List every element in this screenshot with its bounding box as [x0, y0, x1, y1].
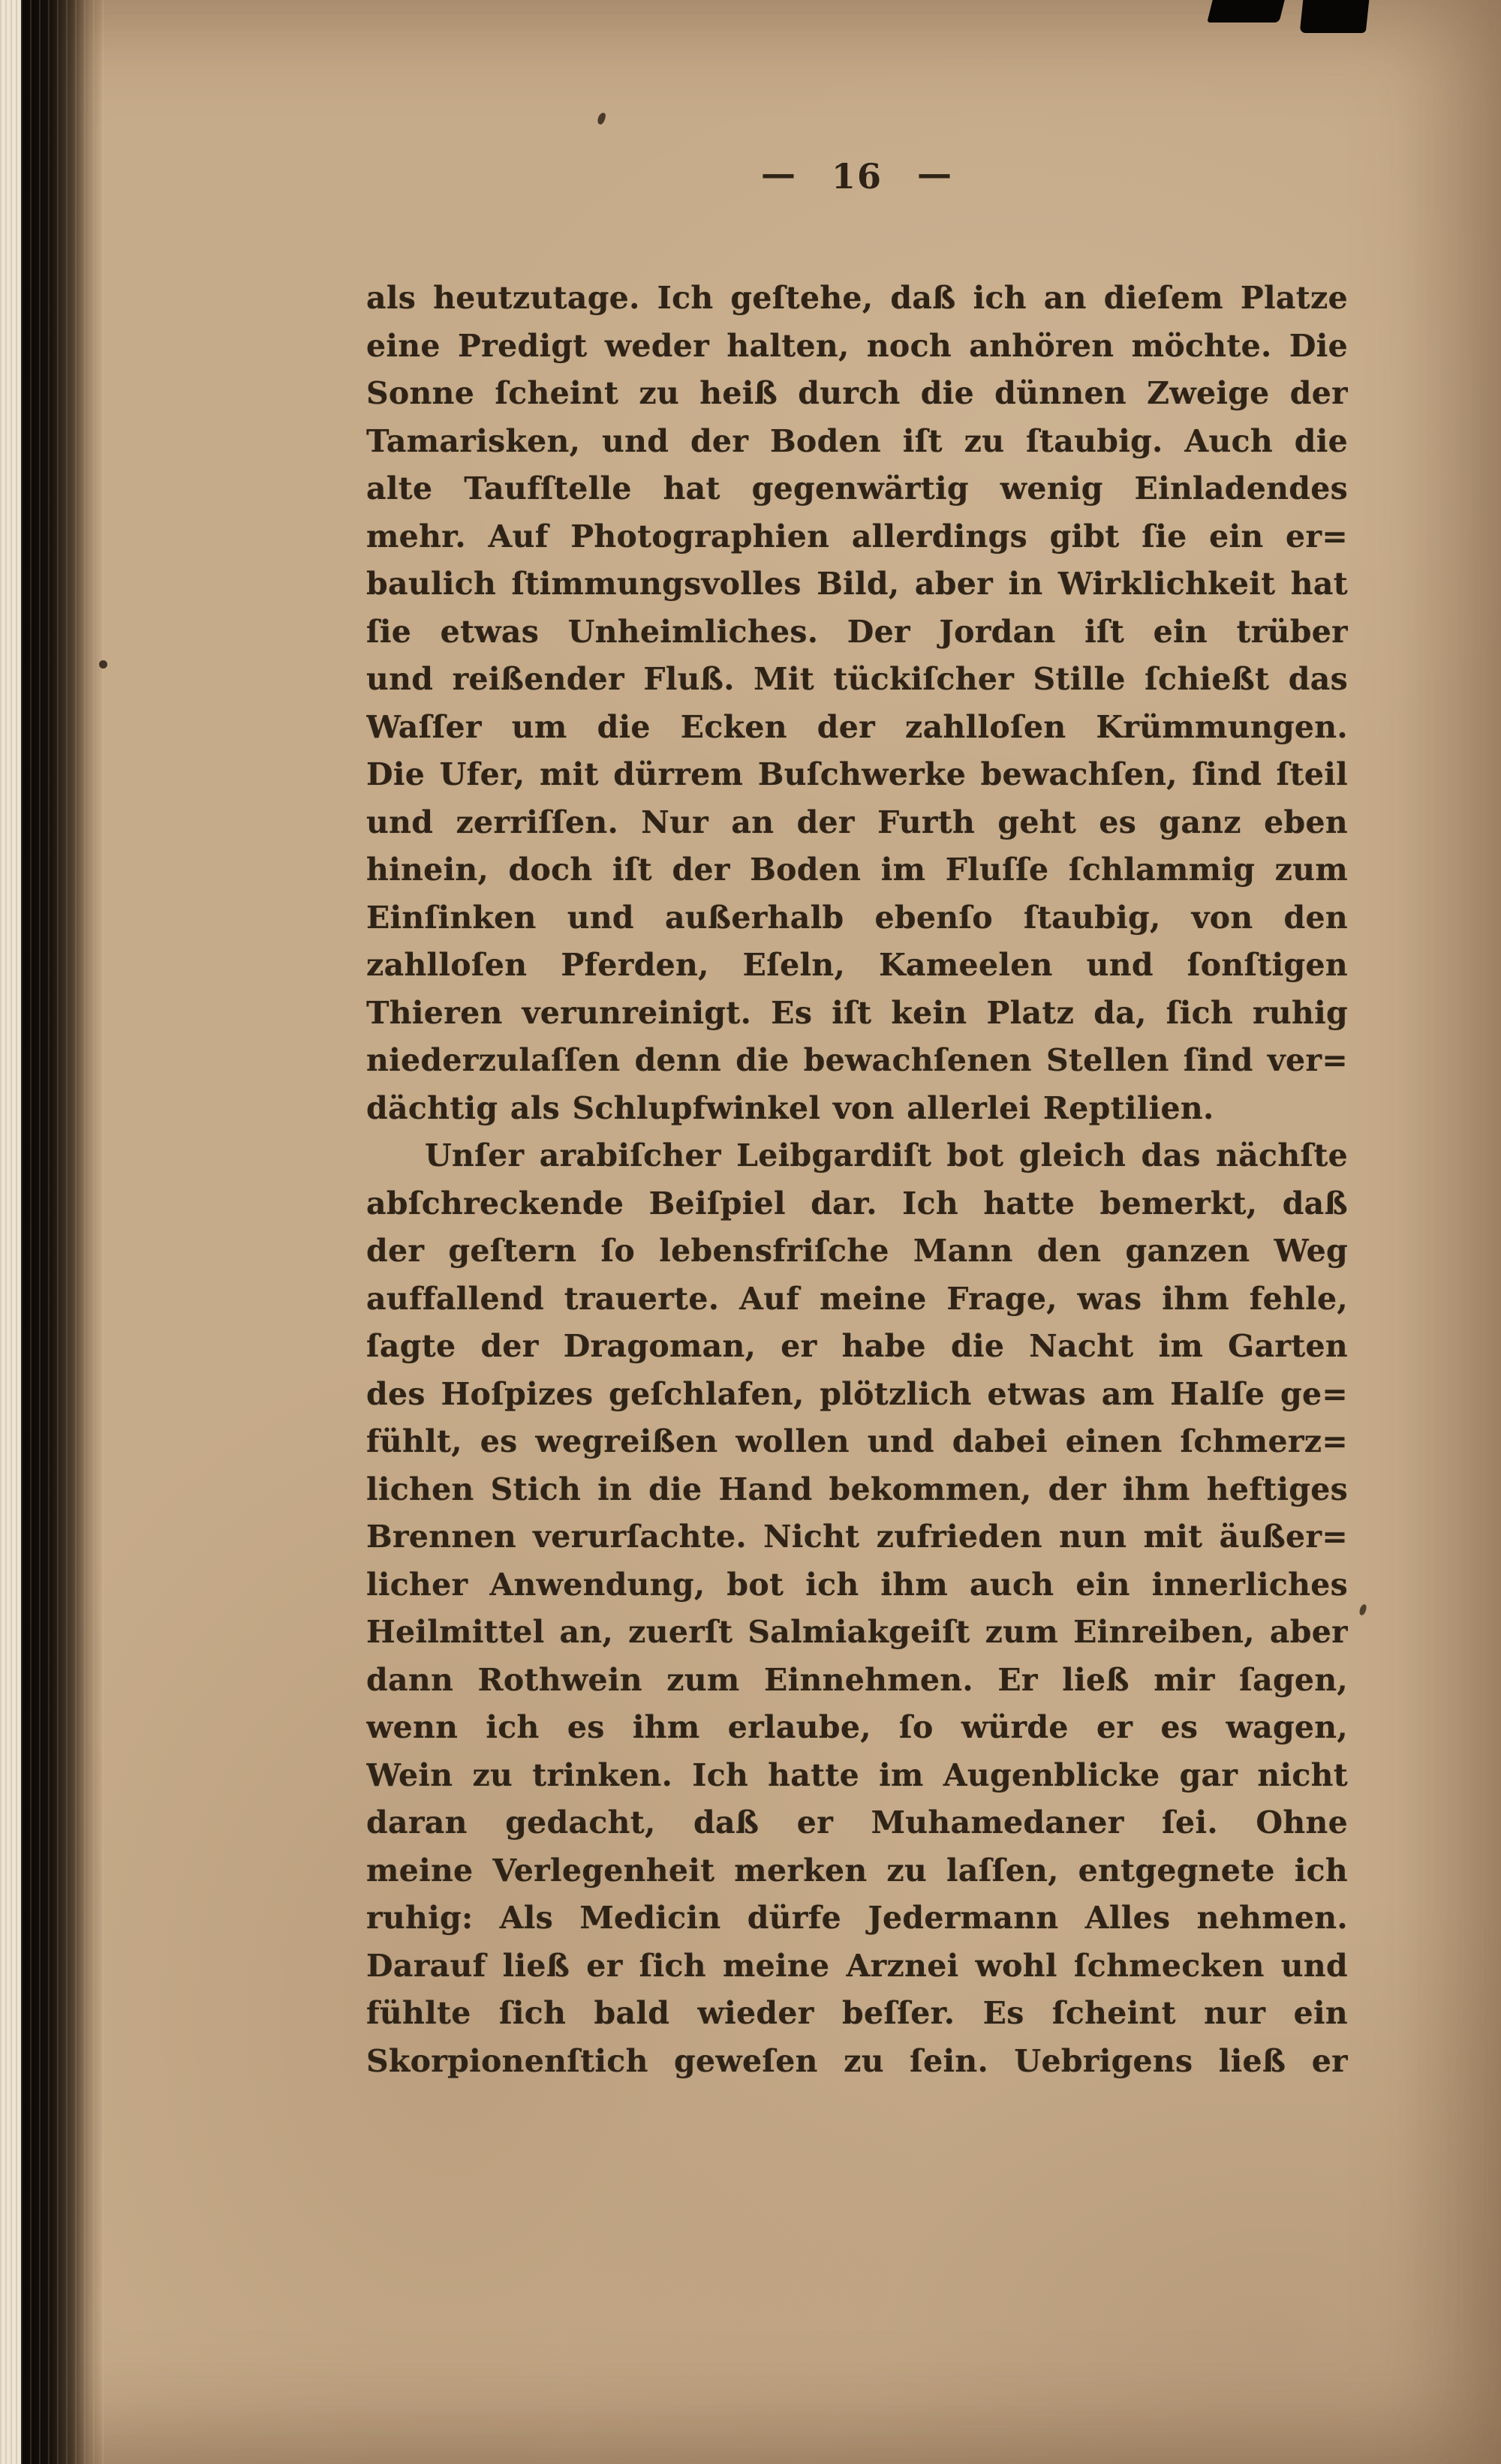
text-line: Heilmittel an, zuerſt Salmiakgeiſt zum Einreiben, aber	[366, 1614, 1348, 1650]
text-line: Tamarisken, und der Boden iſt zu ſtaubig. Auch die	[366, 422, 1348, 459]
text-line: Brennen verurſachte. Nicht zufrieden nun mit äußer=	[366, 1519, 1348, 1555]
text-line: der geſtern ſo lebensfriſche Mann den ganzen Weg	[366, 1233, 1348, 1269]
text-line: Unſer arabiſcher Leibgardiſt bot gleich das nächſte	[425, 1137, 1348, 1173]
book-page	[366, 0, 1348, 2464]
text-line: meine Verlegenheit merken zu laſſen, entgegnete ich	[366, 1852, 1348, 1889]
text-line: Die Ufer, mit dürrem Buſchwerke bewachſen, ſind ſteil	[366, 756, 1348, 792]
text-line: fühlte ſich bald wieder beſſer. Es ſcheint nur ein	[366, 1995, 1348, 2031]
text-line: licher Anwendung, bot ich ihm auch ein innerliches	[366, 1566, 1348, 1603]
text-line: mehr. Auf Photographien allerdings gibt ſie ein er=	[366, 518, 1348, 554]
text-line: als heutzutage. Ich geſtehe, daß ich an dieſem Platze	[366, 280, 1348, 316]
text-line: ruhig: Als Medicin dürfe Jedermann Alles nehmen.	[366, 1900, 1348, 1936]
text-line: lichen Stich in die Hand bekommen, der ihm heftiges	[366, 1471, 1348, 1507]
text-line: abſchreckende Beiſpiel dar. Ich hatte bemerkt, daß	[366, 1185, 1348, 1221]
text-line: hinein, doch iſt der Boden im Fluſſe ſchlammig zum	[366, 852, 1348, 888]
text-line: dächtig als Schlupfwinkel von allerlei Reptilien.	[366, 1089, 1214, 1126]
text-line: Wein zu trinken. Ich hatte im Augenblicke gar nicht	[366, 1756, 1348, 1793]
text-line: und reißender Fluß. Mit tückiſcher Stille ſchießt das	[366, 661, 1348, 697]
text-line: auffallend trauerte. Auf meine Frage, was ihm fehle,	[366, 1280, 1348, 1317]
text-block	[366, 275, 1348, 2085]
text-line: Einſinken und außerhalb ebenſo ſtaubig, von den	[366, 899, 1348, 936]
text-line: eine Predigt weder halten, noch anhören möchte. Die	[366, 327, 1348, 364]
text-line: fühlt, es wegreißen wollen und dabei einen ſchmerz=	[366, 1423, 1348, 1459]
text-line: daran gedacht, daß er Muhamedaner ſei. Ohne	[366, 1804, 1348, 1840]
text-line: zahlloſen Pferden, Eſeln, Kameelen und ſonſtigen	[366, 947, 1348, 983]
text-line: ſie etwas Unheimliches. Der Jordan iſt ein trüber	[366, 613, 1348, 650]
text-line: Sonne ſcheint zu heiß durch die dünnen Zweige der	[366, 375, 1348, 411]
header-dash-left: —	[760, 153, 797, 194]
text-line: baulich ſtimmungsvolles Bild, aber in Wirklichkeit hat	[366, 566, 1348, 602]
facing-page-edge-strip	[0, 0, 21, 2464]
text-line: Thieren verunreinigt. Es iſt kein Platz da, ſich ruhig	[366, 994, 1348, 1031]
text-line: niederzulaſſen denn die bewachſenen Stellen ſind ver=	[366, 1042, 1348, 1078]
text-line: Darauf ließ er ſich meine Arznei wohl ſchmecken und	[366, 1947, 1348, 1984]
text-line: dann Rothwein zum Einnehmen. Er ließ mir ſagen,	[366, 1661, 1348, 1698]
ink-speck	[1358, 1603, 1367, 1615]
text-line: des Hoſpizes geſchlafen, plötzlich etwas am Halſe ge=	[366, 1375, 1348, 1412]
text-line: ſagte der Dragoman, er habe die Nacht im Garten	[366, 1328, 1348, 1364]
header-dash-right: —	[917, 153, 953, 194]
page-number: 16	[831, 156, 883, 197]
text-line: Skorpionenſtich geweſen zu ſein. Uebrigens ließ er	[366, 2042, 1348, 2079]
binding-gutter-shadow	[21, 0, 104, 2464]
ink-speck	[99, 660, 107, 669]
text-line: alte Taufſtelle hat gegenwärtig wenig Einladendes	[366, 470, 1348, 506]
text-line: wenn ich es ihm erlaube, ſo würde er es wagen,	[366, 1709, 1348, 1745]
text-line: und zerriſſen. Nur an der Furth geht es ganz eben	[366, 804, 1348, 840]
text-line: Waſſer um die Ecken der zahlloſen Krümmungen.	[366, 708, 1348, 745]
page-header	[366, 153, 1348, 197]
